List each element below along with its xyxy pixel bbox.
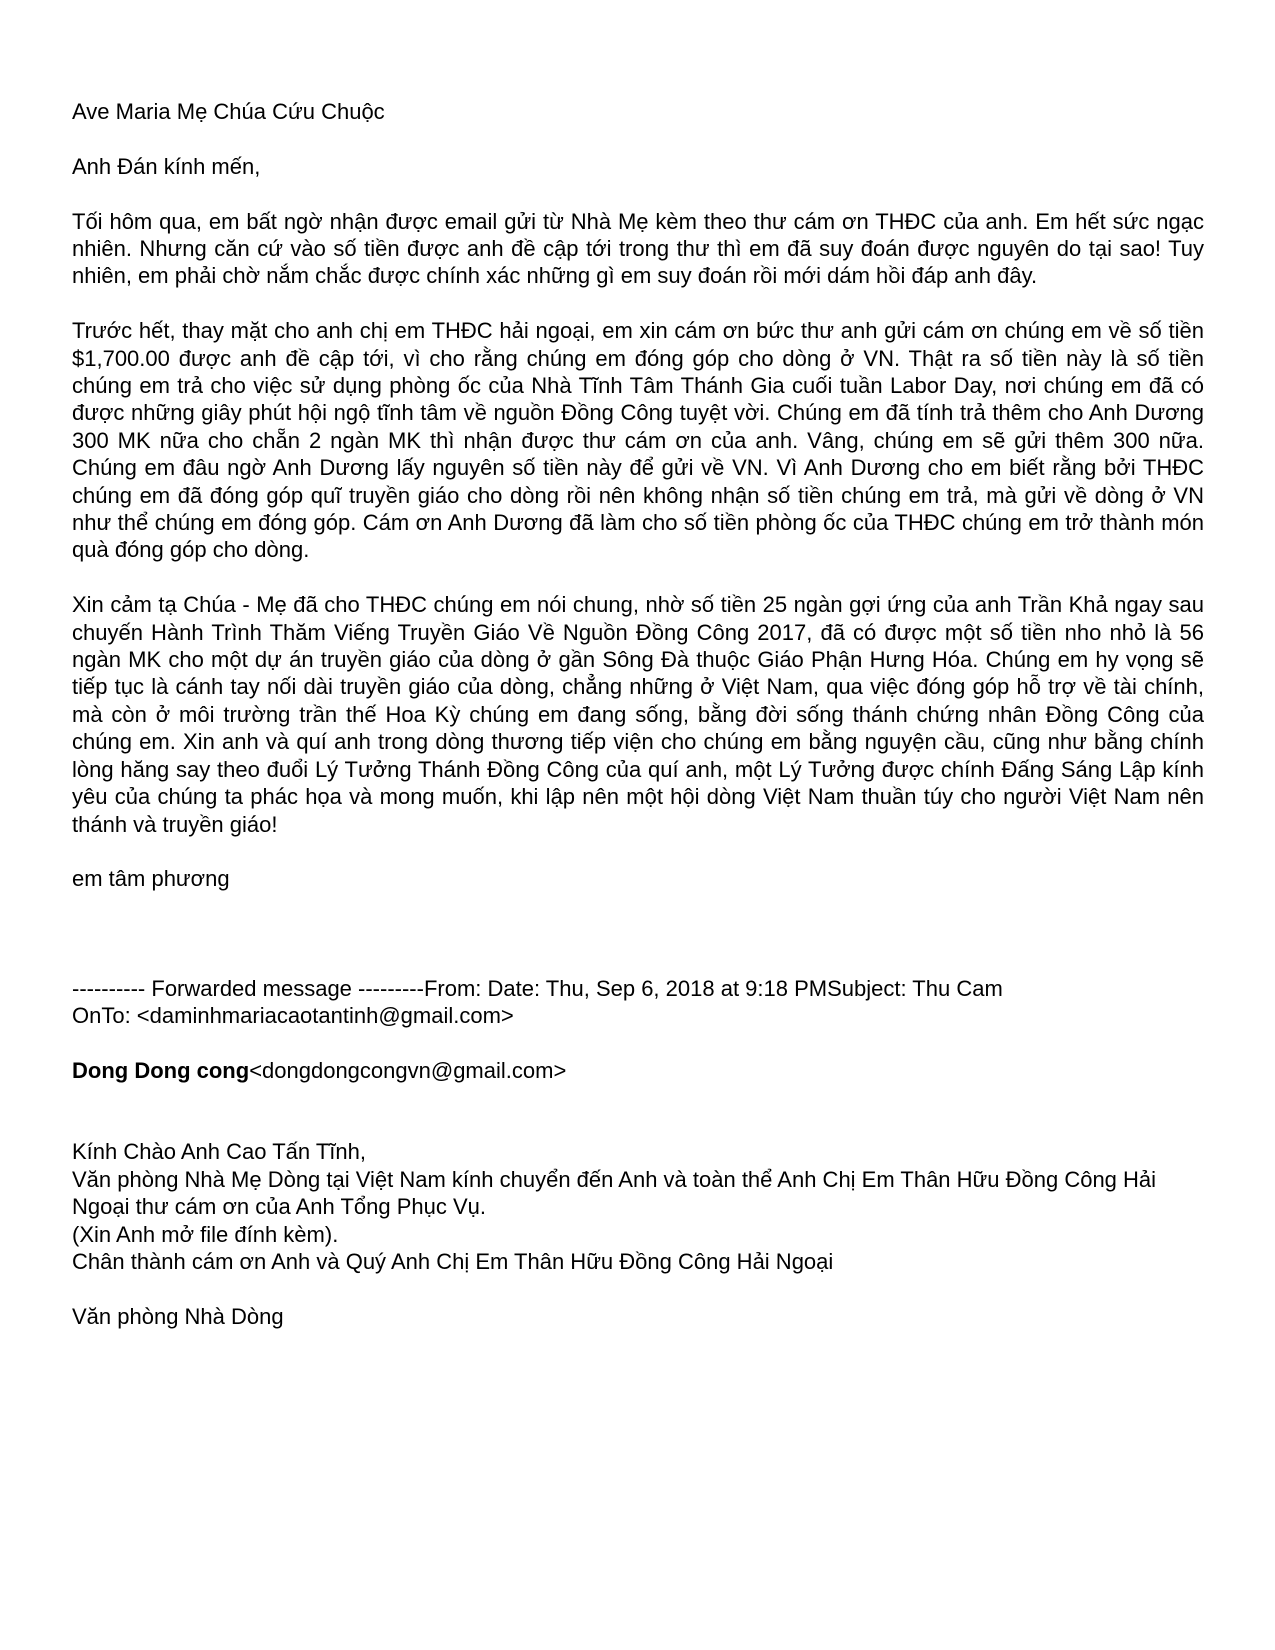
forwarded-sender — [72, 1057, 1204, 1084]
forwarded-body-line-3: (Xin Anh mở file đính kèm). — [72, 1221, 339, 1247]
letter-paragraph-1: Tối hôm qua, em bất ngờ nhận được email gửi từ Nhà Mẹ kèm theo thư cám ơn THĐC của anh. Em hết sức ngạc nhiên. Nhưng căn cứ vào số tiền được anh đề cập tới trong thư thì em đã suy đoán được nguyên do tại sao! Tuy nhiên, em phải chờ nắm chắc được chính xác những gì em suy đoán rồi mới dám hồi đáp anh đây. — [72, 208, 1204, 289]
salutation: Anh Đán kính mến, — [72, 153, 261, 179]
signature: em tâm phương — [72, 866, 230, 892]
sender-name: Dong Dong cong — [72, 1057, 250, 1083]
sender-email: <dongdongcongvn@gmail.com> — [249, 1057, 567, 1083]
forwarded-header-line-2: OnTo: <daminhmariacaotantinh@gmail.com> — [72, 1003, 514, 1029]
letter-paragraph-2: Trước hết, thay mặt cho anh chị em THĐC hải ngoại, em xin cám ơn bức thư anh gửi cám ơn chúng em về số tiền $1,700.00 được anh đề cập tới, vì cho rằng chúng em đóng góp cho dòng ở VN. Thật ra số tiền này là số tiền chúng em trả cho việc sử dụng phòng ốc của Nhà Tĩnh Tâm Thánh Gia cuối tuần Labor Day, nơi chúng em đã có được những giây phút hội ngộ tĩnh tâm về nguồn Đồng Công tuyệt vời. Chúng em đã tính trả thêm cho Anh Dương 300 MK nữa cho chẵn 2 ngàn MK thì nhận được thư cám ơn của anh. Vâng, chúng em sẽ gửi thêm 300 nữa. Chúng em đâu ngờ Anh Dương lấy nguyên số tiền này để gửi về VN. Vì Anh Dương cho em biết rằng bởi THĐC chúng em đã đóng góp quĩ truyền giáo cho dòng rồi nên không nhận số tiền chúng em trả, mà gửi về dòng ở VN như thể chúng em đóng góp. Cám ơn Anh Dương đã làm cho số tiền phòng ốc của THĐC chúng em trở thành món quà đóng góp cho dòng. — [72, 318, 1204, 563]
letter-paragraph-3: Xin cảm tạ Chúa - Mẹ đã cho THĐC chúng em nói chung, nhờ số tiền 25 ngàn gợi ứng của anh Trần Khả ngay sau chuyến Hành Trình Thăm Viếng Truyền Giáo Về Nguồn Đồng Công 2017, đã có được một số tiền nho nhỏ là 56 ngàn MK cho một dự án truyền giáo của dòng ở gần Sông Đà thuộc Giáo Phận Hưng Hóa. Chúng em hy vọng sẽ tiếp tục là cánh tay nối dài truyền giáo của dòng, chẳng những ở Việt Nam, qua việc đóng góp hỗ trợ về tài chính, mà còn ở môi trường trần thế Hoa Kỳ chúng em đang sống, bằng đời sống thánh chứng nhân Đồng Công của chúng em. Xin anh và quí anh trong dòng thương tiếp viện cho chúng em bằng nguyện cầu, cũng như bằng chính lòng hăng say theo đuổi Lý Tưởng Thánh Đồng Công của quí anh, một Lý Tưởng được chính Đấng Sáng Lập kính yêu của chúng ta phác họa và mong muốn, khi lập nên một hội dòng Việt Nam thuần túy cho người Việt Nam nên thánh và truyền giáo! — [72, 592, 1204, 837]
forwarded-greeting: Kính Chào Anh Cao Tấn Tĩnh, — [72, 1139, 366, 1165]
forwarded-closing: Văn phòng Nhà Dòng — [72, 1303, 284, 1329]
greeting-line: Ave Maria Mẹ Chúa Cứu Chuộc — [72, 99, 385, 124]
forwarded-header-line-1: ---------- Forwarded message ---------From: Date: Thu, Sep 6, 2018 at 9:18 PMSubject: Thu Cam — [72, 975, 1003, 1001]
forwarded-body-line-4: Chân thành cám ơn Anh và Quý Anh Chị Em Thân Hữu Đồng Công Hải Ngoại — [72, 1248, 834, 1274]
forwarded-body-line-2: Văn phòng Nhà Mẹ Dòng tại Việt Nam kính chuyển đến Anh và toàn thể Anh Chị Em Thân Hữu Đồng Công Hải Ngoại thư cám ơn của Anh Tổng Phục Vụ. — [72, 1166, 1157, 1220]
document-page — [72, 98, 1204, 1330]
